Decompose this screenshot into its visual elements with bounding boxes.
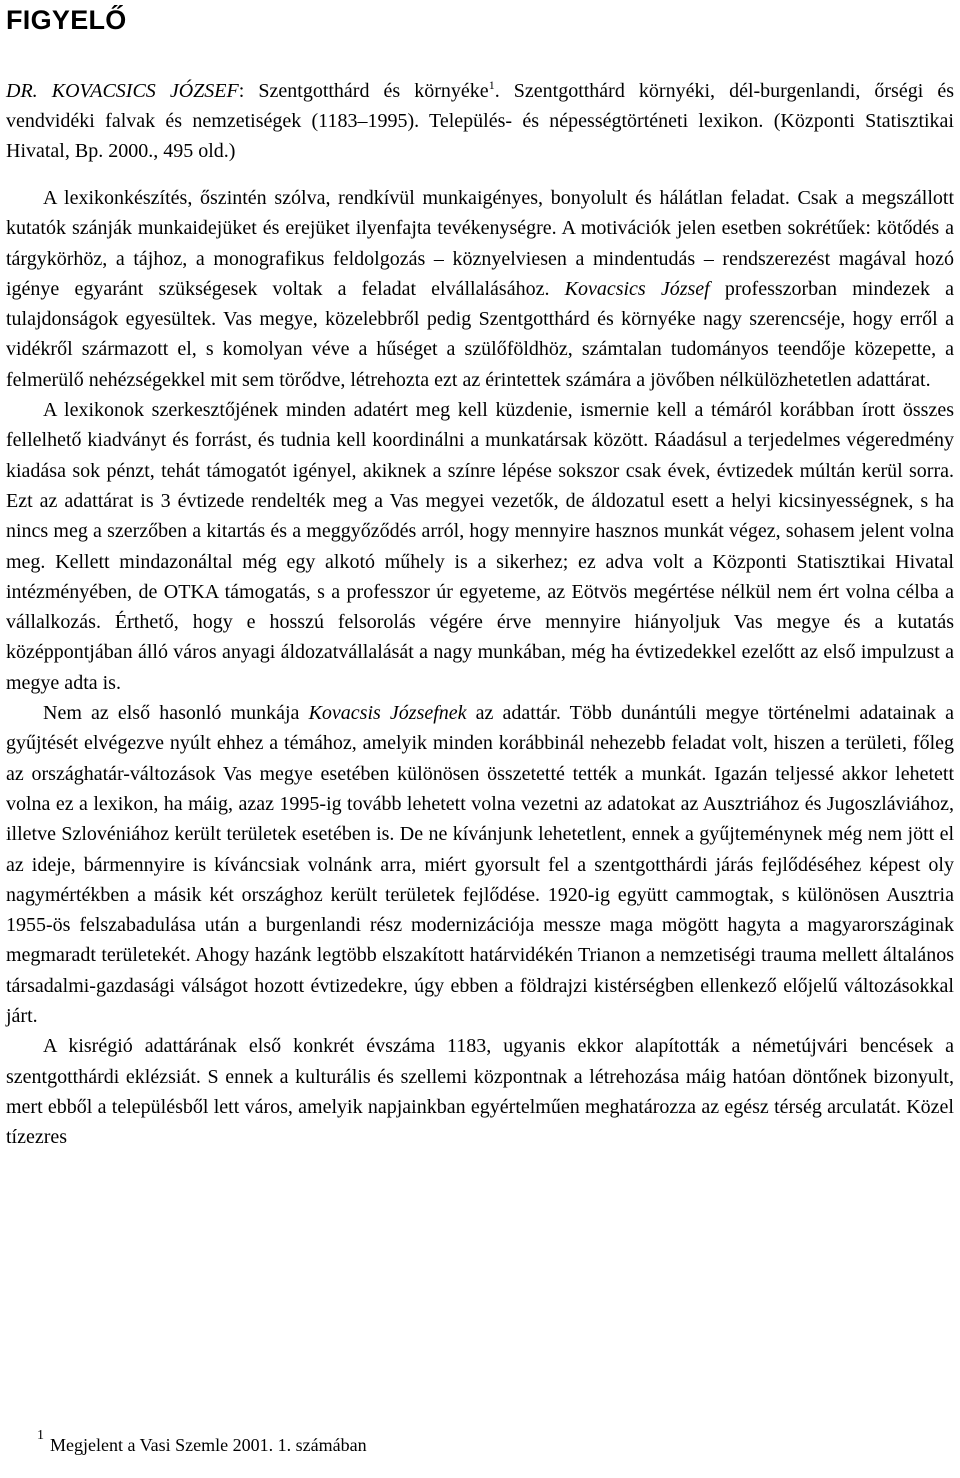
paragraph-1 (6, 183, 954, 395)
paragraph-3-text-a: Nem az első hasonló munkája (43, 702, 309, 725)
paragraph-3 (6, 698, 954, 1031)
citation-details: . Szentgotthárd környéki, dél-burgenlandi, őrségi és vendvidéki falvak és nemzetiségek (1183–1995). Település- és népességtörténeti lexikon. (Központi Statisztikai Hivatal, Bp. 2000., 495 old.) (6, 80, 954, 162)
document-page (6, 0, 954, 1153)
section-heading: FIGYELŐ (6, 5, 127, 35)
citation-author: DR. KOVACSICS JÓZSEF (6, 80, 239, 102)
footnote-reference: 1 (488, 78, 495, 92)
paragraph-1-text-a: A lexikonkészítés, őszintén szólva, rendkívül munkaigényes, bonyolult és hálátlan feladat. Csak a megszállott kutatók szánják munkaidejüket és erejüket ilyenfajta tevékenységre. A motivációk jelen esetben sokrétűek: kötődés a tárgykörhöz, a tájhoz, a monografikus feldolgozás – köznyelviesen a mindentudás – rendszerezést magával hozó igénye egyaránt szükségesek voltak a feladat elvállalásához. (6, 187, 954, 300)
book-citation (6, 76, 954, 166)
paragraph-4: A kisrégió adattárának első konkrét évszáma 1183, ugyanis ekkor alapították a németújvári bencések a szentgotthárdi eklézsiát. S ennek a kulturális és szellemi központnak a létrehozása máig hatóan döntőnek bizonyult, mert ebből a településből lett város, amelyik napjainkban egyértelműen meghatározza az egész térség arculatát. Közel tízezres (6, 1035, 954, 1149)
paragraph-3-author-name: Kovacsis Józsefnek (308, 702, 467, 725)
footnote (37, 1430, 367, 1460)
footnote-number: 1 (37, 1428, 44, 1443)
citation-colon: : (238, 80, 245, 102)
paragraph-2: A lexikonok szerkesztőjének minden adatért meg kell küzdenie, ismernie kell a témáról korábban írott összes fellelhető kiadványt és forrást, és tudnia kell koordinálni a munkatársak között. Ráadásul a terjedelmes végeredmény kiadása sok pénzt, tehát támogatót igényel, akiknek a színre lépése sokszor csak évek, évtizedek múltán kerül sorra. Ezt az adattárat is 3 évtizede rendelték meg a Vas megyei vezetők, de áldozatul esett a helyi kicsinyességnek, s ha nincs meg a szerzőben a kitartás és a meggyőződés arról, hogy mennyire hasznos munkát végez, sohasem jelent volna meg. Kellett mindazonáltal még egy alkotó műhely is a sikerhez; ez adva volt a Központi Statisztikai Hivatal intézményében, de OTKA támogatás, s a professzor úr egyeteme, az Eötvös megértése nélkül nem ért volna célba a vállalkozás. Érthető, hogy e hosszú felsorolás végére érve mennyire hiányoljuk Vas megye és a kutatás középpontjában álló város anyagi áldozatvállalását a nagy munkában, még ha évtizedekkel ezelőtt az első impulzust a megye adta is. (6, 399, 954, 694)
paragraph-1-author-name: Kovacsics József (564, 277, 710, 300)
paragraph-1-text-b: professzorban mindezek a tulajdonságok egyesültek. Vas megye, közelebbről pedig Szentgotthárd és környéke nagy szerencséje, hogy erről a vidékről származott el, s komolyan véve a hűséget a szülőföldhöz, számtalan tudományos teendője közepette, a felmerülő nehézségekkel mit sem törődve, létrehozta ezt az érintettek számára a jövőben nélkülözhetetlen adattárat. (6, 277, 954, 391)
review-body (6, 183, 954, 1153)
citation-title: Szentgotthárd és környéke (244, 80, 489, 102)
footnote-text: Megjelent a Vasi Szemle 2001. 1. számában (50, 1435, 367, 1455)
paragraph-3-text-b: az adattár. Több dunántúli megye történelmi adatainak a gyűjtését elvégezve nyúlt ehhez a témához, amelyik minden korábbinál nehezebb feladat volt, hiszen a területi, főleg az országhatár-változások Vas megye esetében különösen összetetté tették a munkát. Igazán teljessé akkor lehetett volna ez a lexikon, ha máig, azaz 1995-ig tovább lehetett volna vezetni az adatokat az Ausztriához és Jugoszláviához, illetve Szlovéniához került területek esetében is. De ne kívánjunk lehetetlent, ennek a gyűjteménynek még nem jött el az ideje, bármennyire is kíváncsiak volnánk arra, miért gyorsult fel a szentgotthárdi járás fejlődéséhez képest oly nagymértékben a másik két országhoz került területek fejlődése. 1920-ig együtt cammogtak, s különösen Ausztria 1955-ös felszabadulása után a burgenlandi rész modernizációja messze maga mögött hagyta a magyarországinak megmaradt területekét. Ahogy hazánk legtöbb elszakított határvidékén Trianon a nemzetiségi trauma mellett általános társadalmi-gazdasági válságot hozott évtizedekre, úgy ebben a földrajzi kistérségben ellenkező előjelű változásokkal járt. (6, 702, 955, 1028)
